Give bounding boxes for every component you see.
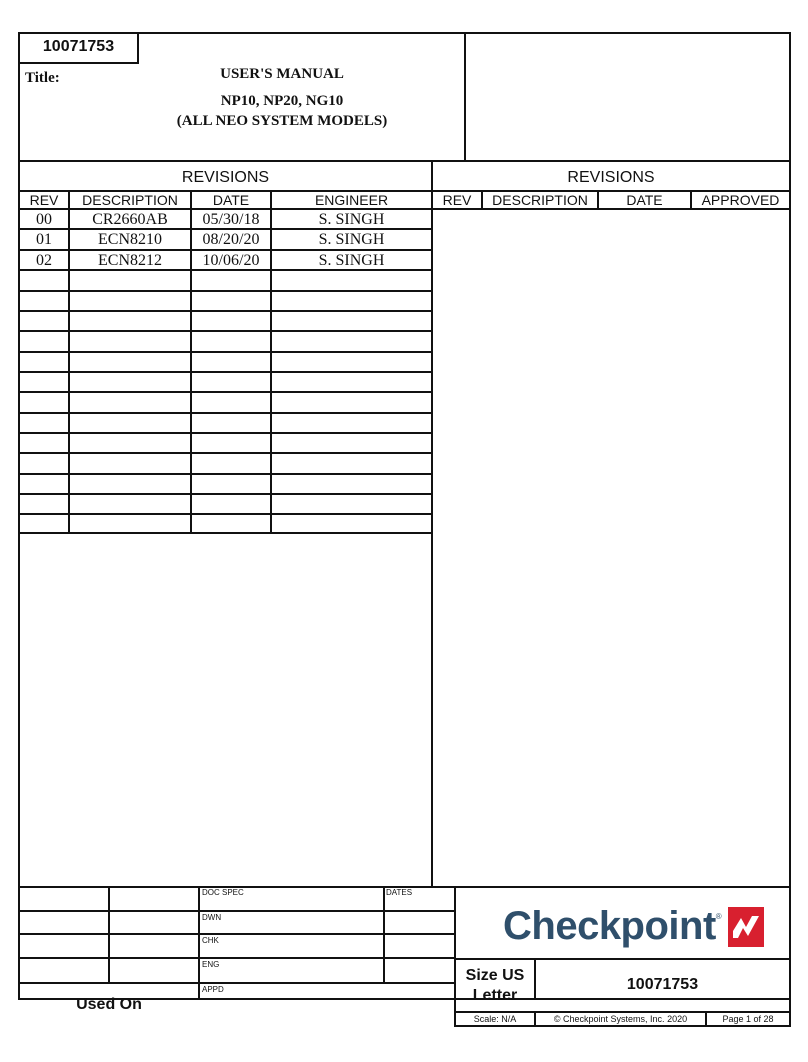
title-line-3: (ALL NEO SYSTEM MODELS): [176, 113, 388, 129]
left-col-date: DATE: [212, 192, 250, 208]
size-line-2: Letter: [472, 987, 518, 1004]
right-col-description: DESCRIPTION: [492, 192, 588, 208]
right-revisions-heading: REVISIONS: [567, 169, 655, 186]
rev-row-3-date: 10/06/20: [202, 252, 260, 269]
footer-row-line: [18, 982, 456, 984]
chk-label: CHK: [202, 936, 219, 945]
used-on-label: Used On: [76, 996, 142, 1013]
rev-row-1-engineer: S. SINGH: [318, 211, 385, 228]
rev-row-3-rev: 02: [36, 252, 52, 269]
eng-label: ENG: [202, 960, 220, 969]
footer-div-a: [108, 886, 110, 984]
footer-row-line: [18, 910, 456, 912]
left-row-line: [18, 310, 433, 312]
rev-row-3-description: ECN8212: [98, 252, 162, 269]
size-row-top: [454, 958, 791, 960]
dates-label: DATES: [386, 888, 413, 897]
footer-doc-number: 10071753: [626, 976, 699, 993]
left-row-line: [18, 473, 433, 475]
size-label: [456, 966, 534, 1006]
rev-row-2-date: 08/20/20: [202, 231, 260, 248]
right-col-date: DATE: [626, 192, 663, 208]
title-line-2: NP10, NP20, NG10: [220, 93, 344, 109]
right-col-approved: APPROVED: [701, 192, 780, 208]
checkpoint-logo: [503, 904, 764, 949]
right-colhead-div-2: [597, 190, 599, 210]
left-row-line: [18, 412, 433, 414]
footer-row-line: [18, 957, 456, 959]
doc-box-right: [137, 32, 139, 64]
rev-row-3-engineer: S. SINGH: [318, 252, 385, 269]
left-col-rev: REV: [29, 192, 59, 208]
doc-spec-label: DOC SPEC: [202, 888, 244, 897]
left-row-line: [18, 371, 433, 373]
logo-mark-icon: [728, 907, 764, 947]
left-row-line: [18, 513, 433, 515]
title-divider: [464, 32, 466, 162]
rev-row-2-rev: 01: [36, 231, 52, 248]
left-row-line: [18, 432, 433, 434]
left-row-line: [18, 391, 433, 393]
footer-div-c: [383, 886, 385, 984]
left-row-line: [18, 532, 433, 534]
right-colhead-div-3: [690, 190, 692, 210]
left-row-line: [18, 452, 433, 454]
title-label: Title:: [25, 70, 60, 86]
left-col-engineer: ENGINEER: [314, 192, 389, 208]
info-strip-top: [454, 1011, 791, 1013]
rev-row-1-rev: 00: [36, 211, 52, 228]
left-row-line: [18, 290, 433, 292]
right-colhead-div-1: [481, 190, 483, 210]
left-revisions-heading: REVISIONS: [181, 169, 270, 186]
title-bottom-line: [18, 160, 791, 162]
border-right: [789, 32, 791, 1000]
registered-mark: ®: [715, 912, 722, 921]
copyright-label: © Checkpoint Systems, Inc. 2020: [553, 1014, 688, 1024]
info-strip-bottom: [454, 1025, 791, 1027]
page-label: Page 1 of 28: [722, 1014, 774, 1024]
left-col-description: DESCRIPTION: [82, 192, 178, 208]
border-top: [18, 32, 791, 34]
scale-label: Scale: N/A: [473, 1014, 517, 1024]
logo-wordmark: Checkpoint: [503, 904, 716, 948]
dwn-label: DWN: [202, 913, 222, 922]
size-line-1: Size US: [465, 967, 525, 984]
info-strip-right: [789, 998, 791, 1027]
rev-row-2-engineer: S. SINGH: [318, 231, 385, 248]
rev-row-1-description: CR2660AB: [92, 211, 168, 228]
appd-label: APPD: [202, 985, 224, 994]
rev-row-1-date: 05/30/18: [202, 211, 260, 228]
doc-box-bottom: [18, 62, 139, 64]
doc-number: 10071753: [42, 38, 115, 55]
left-row-line: [18, 493, 433, 495]
right-col-rev: REV: [442, 192, 472, 208]
rev-row-2-description: ECN8210: [98, 231, 162, 248]
left-row-line: [18, 330, 433, 332]
title-line-1: USER'S MANUAL: [220, 66, 344, 82]
left-row-line: [18, 351, 433, 353]
footer-row-line: [18, 933, 456, 935]
